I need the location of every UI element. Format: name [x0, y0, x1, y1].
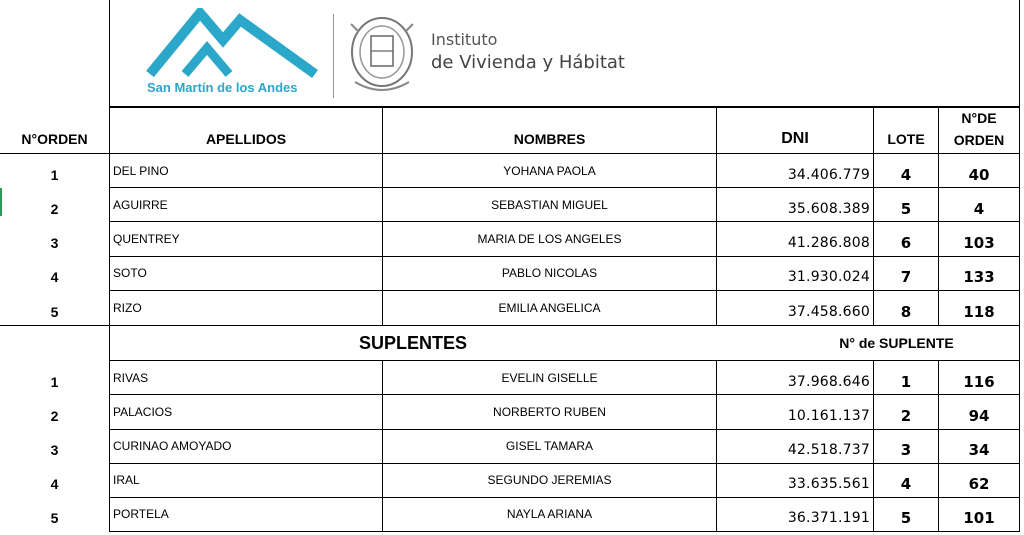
nombre-cell[interactable]: NORBERTO RUBEN	[493, 405, 606, 419]
lote-cell[interactable]: 6	[900, 234, 912, 252]
municipality-name: San Martín de los Andes	[147, 80, 298, 95]
lote-cell[interactable]: 7	[900, 268, 912, 286]
apellido-cell[interactable]: DEL PINO	[113, 164, 169, 178]
lote-cell[interactable]: 3	[900, 441, 912, 459]
dni-cell[interactable]: 10.161.137	[787, 408, 870, 424]
lote-cell[interactable]: 2	[900, 407, 912, 425]
dni-cell[interactable]: 33.635.561	[787, 476, 870, 492]
apellido-cell[interactable]: QUENTREY	[113, 232, 180, 246]
header-nombres: NOMBRES	[513, 131, 586, 147]
apellido-cell[interactable]: SOTO	[113, 266, 147, 280]
numero-cell[interactable]: 62	[968, 475, 990, 493]
logo-divider	[333, 14, 334, 98]
apellido-cell[interactable]: RIZO	[113, 301, 142, 315]
dni-cell[interactable]: 31.930.024	[787, 269, 870, 285]
apellido-cell[interactable]: AGUIRRE	[113, 198, 168, 212]
numero-cell[interactable]: 133	[963, 268, 995, 286]
nombre-cell[interactable]: YOHANA PAOLA	[503, 164, 596, 178]
numero-cell[interactable]: 4	[973, 200, 985, 218]
nombre-cell[interactable]: SEGUNDO JEREMIAS	[487, 473, 612, 487]
institute-line2: de Vivienda y Hábitat	[431, 52, 625, 73]
dni-cell[interactable]: 37.458.660	[787, 304, 870, 320]
orden-cell[interactable]: 3	[50, 442, 59, 458]
nombre-cell[interactable]: SEBASTIAN MIGUEL	[491, 198, 608, 212]
logo-border-right	[1019, 0, 1020, 107]
numero-cell[interactable]: 118	[963, 303, 995, 321]
orden-cell[interactable]: 2	[50, 408, 59, 424]
lote-cell[interactable]: 5	[900, 200, 912, 218]
orden-cell[interactable]: 2	[50, 201, 59, 217]
header-logos	[145, 8, 635, 100]
orden-cell[interactable]: 5	[50, 304, 59, 320]
apellido-cell[interactable]: PALACIOS	[113, 405, 173, 419]
apellido-cell[interactable]: RIVAS	[113, 371, 149, 385]
header-lote: LOTE	[887, 131, 925, 147]
logo-border-left	[109, 0, 110, 107]
suplente-number-header: N° de SUPLENTE	[839, 335, 954, 351]
lote-cell[interactable]: 1	[900, 373, 912, 391]
dni-cell[interactable]: 37.968.646	[787, 374, 870, 390]
dni-cell[interactable]: 35.608.389	[787, 201, 870, 217]
orden-cell[interactable]: 4	[50, 269, 59, 285]
dni-cell[interactable]: 41.286.808	[787, 235, 870, 251]
apellido-cell[interactable]: CURINAO AMOYADO	[113, 439, 232, 453]
nombre-cell[interactable]: MARIA DE LOS ANGELES	[477, 232, 622, 246]
col-divider-6	[1019, 108, 1020, 532]
nombre-cell[interactable]: NAYLA ARIANA	[506, 507, 593, 521]
nombre-cell[interactable]: GISEL TAMARA	[505, 439, 594, 453]
numero-cell[interactable]: 40	[968, 166, 990, 184]
header-dni: DNI	[781, 130, 809, 147]
coat-of-arms-icon	[345, 12, 419, 98]
logo-border-bottom	[109, 106, 1020, 108]
orden-cell[interactable]: 1	[50, 374, 59, 390]
lote-cell[interactable]: 4	[900, 475, 912, 493]
numero-cell[interactable]: 103	[963, 234, 995, 252]
numero-cell[interactable]: 94	[968, 407, 990, 425]
lote-cell[interactable]: 4	[900, 166, 912, 184]
numero-cell[interactable]: 116	[963, 373, 995, 391]
orden-cell[interactable]: 1	[50, 167, 59, 183]
lote-cell[interactable]: 5	[900, 509, 912, 527]
header-n-orden-line2: ORDEN	[953, 132, 1005, 148]
numero-cell[interactable]: 34	[968, 441, 990, 459]
header-orden: N°ORDEN	[21, 131, 88, 147]
institute-line1: Instituto	[431, 30, 498, 49]
nombre-cell[interactable]: EMILIA ANGELICA	[498, 301, 601, 315]
orden-cell[interactable]: 5	[50, 510, 59, 526]
dni-cell[interactable]: 36.371.191	[787, 510, 870, 526]
dni-cell[interactable]: 42.518.737	[787, 442, 870, 458]
apellido-cell[interactable]: IRAL	[113, 473, 140, 487]
orden-cell[interactable]: 3	[50, 235, 59, 251]
lote-cell[interactable]: 8	[900, 303, 912, 321]
nombre-cell[interactable]: EVELIN GISELLE	[501, 371, 598, 385]
dni-cell[interactable]: 34.406.779	[787, 167, 870, 183]
numero-cell[interactable]: 101	[963, 509, 995, 527]
nombre-cell[interactable]: PABLO NICOLAS	[501, 266, 598, 280]
orden-cell[interactable]: 4	[50, 476, 59, 492]
suplentes-title: SUPLENTES	[358, 332, 468, 353]
header-apellidos: APELLIDOS	[205, 131, 287, 147]
header-n-orden-line1: N°DE	[961, 110, 997, 126]
apellido-cell[interactable]: PORTELA	[113, 507, 169, 521]
